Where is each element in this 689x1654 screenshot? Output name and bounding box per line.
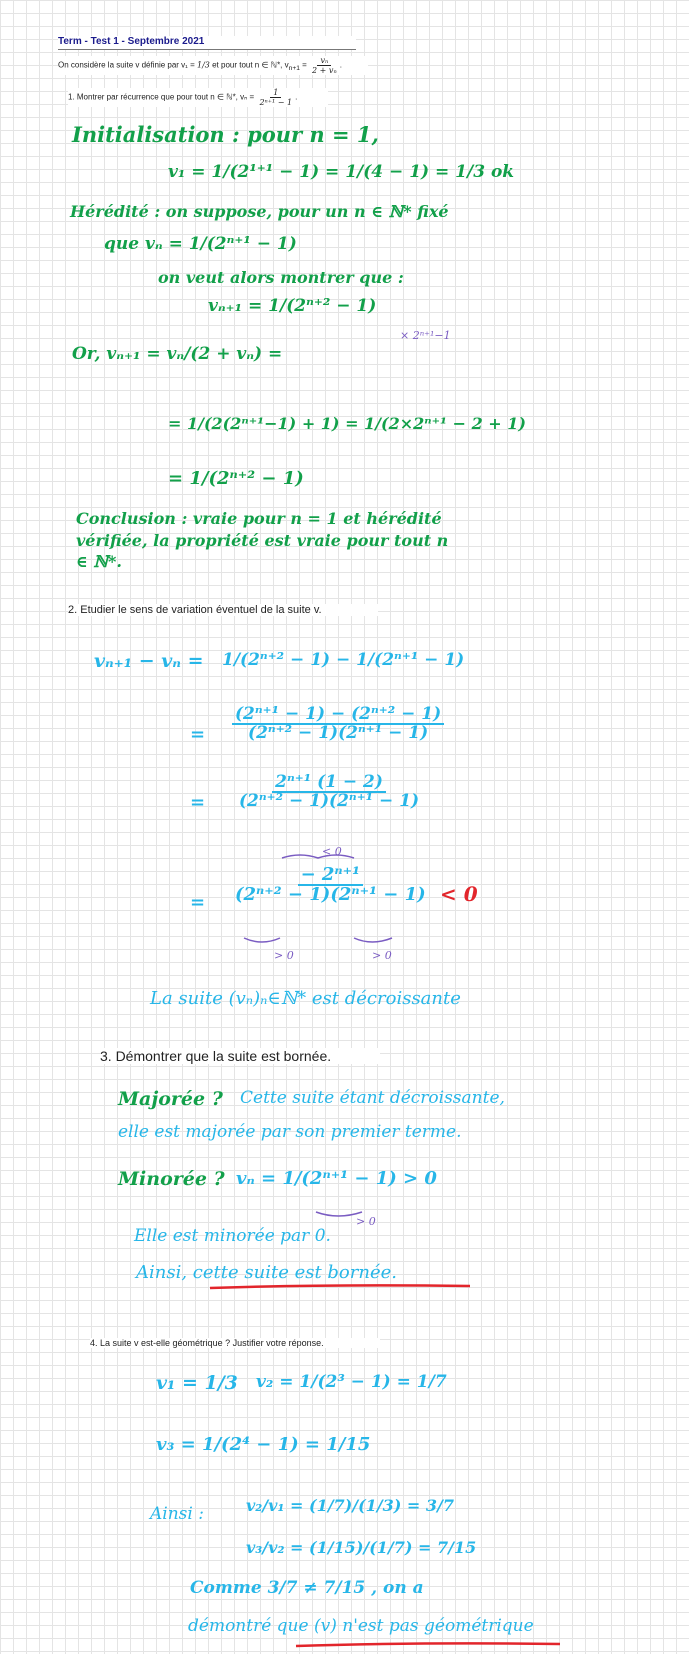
a3-pos-small: > 0 [356,1215,376,1228]
intro-text: On considère la suite v définie par v₁ = [58,60,197,70]
a2-conclusion: La suite (vₙ)ₙ∈ℕ* est décroissante [150,988,461,1009]
problem-statement: On considère la suite v définie par v₁ = 1/3 et pour tout n ∈ ℕ*, $v_{n+1}$ = $\frac{\text{vₙ}}{\text{2 + vₙ}}$ . [58,56,368,75]
a1-init-line: v₁ = 1/(2¹⁺¹ − 1) = 1/(4 − 1) = 1/3 ok [168,162,515,182]
document-title: Term - Test 1 - Septembre 2021 [58,36,356,50]
a3-maj-text2: elle est majorée par son premier terme. [118,1122,462,1142]
a3-ainsi: Ainsi, [136,1262,193,1283]
brace-neg [282,855,354,858]
a2-pos-small-2: > 0 [372,949,392,962]
a2-line3: $\frac{\text{2ⁿ⁺¹ (1 − 2)}}{\text{(2ⁿ⁺² − 1)(2ⁿ⁺¹ − 1)}}$ [239,772,420,811]
a4-comme: Comme 3/7 ≠ 7/15 , on a [190,1578,424,1598]
a1-goal-label: on veut alors montrer que : [158,268,404,287]
a2-line1: 1/(2ⁿ⁺² − 1) − 1/(2ⁿ⁺¹ − 1) [222,650,465,670]
brace-pos-1 [244,938,280,942]
brace-pos-2 [354,938,392,942]
a1-or-line: Or, vₙ₊₁ = vₙ/(2 + vₙ) = [72,344,283,364]
a2-line2: $\frac{\text{(2ⁿ⁺¹ − 1) − (2ⁿ⁺² − 1)}}{\text{(2ⁿ⁺² − 1)(2ⁿ⁺¹ − 1)}}$ [232,706,444,742]
a2-eq2: = [190,724,206,745]
question-4: 4. La suite v est-elle géométrique ? Justifier votre réponse. [90,1338,380,1348]
a3-maj-label: Majorée ? [118,1088,223,1110]
question-1: 1. Montrer par récurrence que pour tout n ∈ ℕ*, vₙ = $\frac{1}{\text{2ⁿ⁺¹ − 1}}$ . [68,88,328,107]
a4-ratio2: v₃/v₂ = (1/15)/(1/7) = 7/15 [246,1538,477,1557]
question-1-formula: $\frac{1}{\text{2ⁿ⁺¹ − 1}}$ [259,88,293,107]
a3-min-text: vₙ = 1/(2ⁿ⁺¹ − 1) > 0 [236,1168,437,1189]
underline-bornee [210,1285,470,1288]
a4-v3: v₃ = 1/(2⁴ − 1) = 1/15 [156,1434,371,1455]
a1-hered-label: Hérédité : on suppose, pour un n ∈ ℕ* fixé [70,202,449,221]
a1-step2: = 1/(2ⁿ⁺² − 1) [168,468,304,489]
a4-final-a: démontré que [188,1616,314,1636]
question-3: 3. Démontrer que la suite est bornée. [100,1048,380,1064]
a3-min-conc: Elle est minorée par 0. [134,1226,331,1246]
a1-goal-line: vₙ₊₁ = 1/(2ⁿ⁺² − 1) [208,296,377,316]
a3-maj-text: Cette suite étant décroissante, [240,1088,505,1108]
intro-recurrence: $\frac{\text{vₙ}}{\text{2 + vₙ}}$ [312,56,337,75]
a1-step1: = 1/(2(2ⁿ⁺¹−1) + 1) = 1/(2×2ⁿ⁺¹ − 2 + 1) [168,414,526,433]
a1-hered-line: que vₙ = 1/(2ⁿ⁺¹ − 1) [104,234,297,254]
a4-ratio1: v₂/v₁ = (1/7)/(1/3) = 3/7 [246,1496,454,1515]
a4-final-b: (v) n'est pas géométrique [313,1616,534,1636]
a1-mult-note: × 2ⁿ⁺¹−1 [400,329,451,342]
a1-conclusion: Conclusion : vraie pour n = 1 et hérédité vérifiée, la propriété est vraie pour tout n ∈ ℕ*. [76,509,449,572]
a4-final [188,1618,534,1635]
a2-lhs: vₙ₊₁ − vₙ = [94,650,204,672]
a4-v2: v₂ = 1/(2³ − 1) = 1/7 [256,1372,447,1392]
intro-v1: 1/3 [197,60,210,70]
underline-geometrique [296,1643,560,1646]
a3-final-text: cette suite est bornée. [192,1262,397,1283]
a2-neg-mark: < 0 [440,882,478,906]
a2-neg-small: < 0 [322,845,342,858]
a1-init-label: Initialisation : pour n = 1, [72,122,379,147]
a3-min-label: Minorée ? [118,1168,225,1190]
a2-line4: $\frac{\text{− 2ⁿ⁺¹}}{\text{(2ⁿ⁺² − 1)(2ⁿ⁺¹ − 1)}}$ [235,864,426,905]
a2-eq3: = [190,792,206,813]
a2-pos-small-1: > 0 [274,949,294,962]
a2-eq4: = [190,892,206,913]
a4-v1: v₁ = 1/3 [156,1372,238,1394]
question-2: 2. Etudier le sens de variation éventuel de la suite v. [68,604,378,616]
a3-final [136,1264,397,1282]
a4-ainsi: Ainsi : [150,1504,204,1524]
intro-mid: et pour tout n ∈ ℕ*, v [209,60,289,70]
